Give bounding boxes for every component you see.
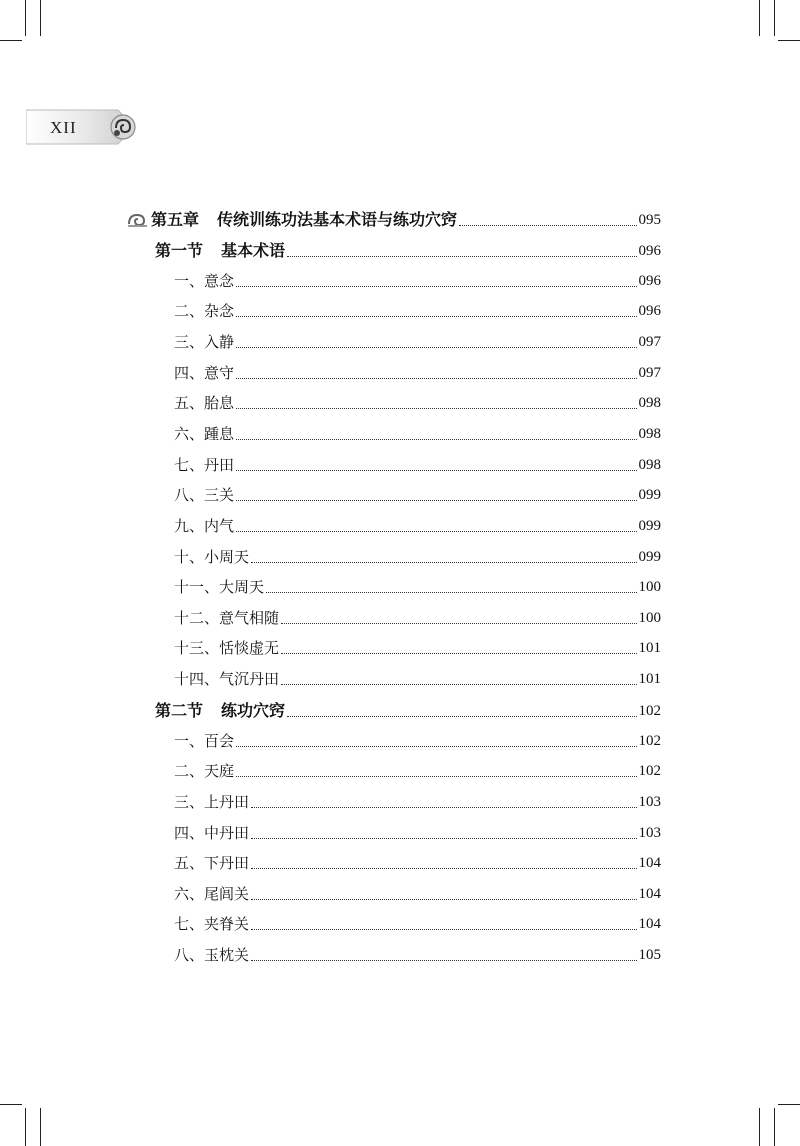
item-page: 099 xyxy=(638,518,661,534)
dot-leader xyxy=(236,407,636,409)
toc-item-row[interactable] xyxy=(174,422,661,446)
dot-leader xyxy=(236,499,636,501)
dot-leader xyxy=(236,315,636,317)
item-label: 一、百会 xyxy=(174,732,235,750)
item-page: 096 xyxy=(638,303,661,319)
item-page: 101 xyxy=(638,671,661,687)
dot-leader xyxy=(236,745,636,747)
toc-item-row[interactable] xyxy=(174,361,661,385)
item-page: 099 xyxy=(638,487,661,503)
item-page: 104 xyxy=(638,916,661,932)
item-label: 三、入静 xyxy=(174,333,235,351)
dot-leader xyxy=(251,898,636,900)
item-page: 100 xyxy=(638,610,661,626)
toc-item-row[interactable] xyxy=(174,391,661,415)
dot-leader xyxy=(236,346,636,348)
crop-mark xyxy=(778,40,800,41)
item-label: 二、天庭 xyxy=(174,762,235,780)
item-page: 096 xyxy=(638,273,661,289)
crop-mark xyxy=(778,1104,800,1105)
dot-leader xyxy=(251,561,636,563)
toc-item-row[interactable] xyxy=(174,882,661,906)
dot-leader xyxy=(236,438,636,440)
item-page: 103 xyxy=(638,825,661,841)
toc-item-row[interactable] xyxy=(174,545,661,569)
section-title: 练功穴窍 xyxy=(221,701,286,720)
dot-leader xyxy=(287,255,636,257)
dot-leader xyxy=(281,652,636,654)
crop-mark xyxy=(25,1108,26,1146)
crop-mark xyxy=(0,40,22,41)
item-page: 099 xyxy=(638,549,661,565)
chapter-number: 第五章 xyxy=(151,210,200,229)
item-label: 十二、意气相随 xyxy=(174,609,280,627)
item-label: 十、小周天 xyxy=(174,548,250,566)
chapter-title: 传统训练功法基本术语与练功穴窍 xyxy=(217,210,458,229)
page-header-tab xyxy=(26,108,138,146)
chapter-cloud-icon xyxy=(127,212,149,228)
toc-item-row[interactable] xyxy=(174,330,661,354)
item-page: 104 xyxy=(638,886,661,902)
crop-mark xyxy=(40,0,41,36)
page-number: XII xyxy=(50,118,77,137)
item-page: 098 xyxy=(638,457,661,473)
item-label: 三、上丹田 xyxy=(174,793,250,811)
toc-item-row[interactable] xyxy=(174,729,661,753)
item-label: 九、内气 xyxy=(174,517,235,535)
crop-mark xyxy=(774,0,775,36)
item-page: 101 xyxy=(638,640,661,656)
item-label: 五、下丹田 xyxy=(174,854,250,872)
item-label: 六、踵息 xyxy=(174,425,235,443)
toc-section-row[interactable] xyxy=(155,239,661,263)
toc-item-row[interactable] xyxy=(174,636,661,660)
item-label: 一、意念 xyxy=(174,272,235,290)
toc-item-row[interactable] xyxy=(174,943,661,967)
toc-item-row[interactable] xyxy=(174,790,661,814)
dot-leader xyxy=(251,928,636,930)
dot-leader xyxy=(236,377,636,379)
item-page: 097 xyxy=(638,334,661,350)
item-label: 五、胎息 xyxy=(174,394,235,412)
toc-item-row[interactable] xyxy=(174,851,661,875)
crop-mark xyxy=(0,1104,22,1105)
toc-section-row[interactable] xyxy=(155,699,661,723)
dot-leader xyxy=(281,622,636,624)
section-page: 102 xyxy=(638,703,661,719)
dot-leader xyxy=(266,591,636,593)
section-number: 第二节 xyxy=(155,701,204,720)
item-label: 十三、恬惔虚无 xyxy=(174,639,280,657)
dot-leader xyxy=(236,530,636,532)
toc-item-row[interactable] xyxy=(174,269,661,293)
item-page: 102 xyxy=(638,733,661,749)
crop-mark xyxy=(774,1108,775,1146)
toc-chapter-row[interactable] xyxy=(151,208,661,232)
toc-item-row[interactable] xyxy=(174,759,661,783)
item-label: 十一、大周天 xyxy=(174,578,265,596)
item-page: 103 xyxy=(638,794,661,810)
toc-item-row[interactable] xyxy=(174,483,661,507)
dot-leader xyxy=(251,806,636,808)
dot-leader xyxy=(236,775,636,777)
crop-mark xyxy=(759,0,760,36)
toc-item-row[interactable] xyxy=(174,453,661,477)
dot-leader xyxy=(287,715,636,717)
dot-leader xyxy=(251,867,636,869)
toc-item-row[interactable] xyxy=(174,821,661,845)
crop-mark xyxy=(759,1108,760,1146)
toc-item-row[interactable] xyxy=(174,912,661,936)
dot-leader xyxy=(459,224,636,226)
item-page: 098 xyxy=(638,395,661,411)
dot-leader xyxy=(251,959,636,961)
toc-item-row[interactable] xyxy=(174,667,661,691)
chapter-page: 095 xyxy=(638,212,661,228)
dot-leader xyxy=(251,837,636,839)
section-number: 第一节 xyxy=(155,241,204,260)
item-page: 098 xyxy=(638,426,661,442)
item-label: 四、意守 xyxy=(174,364,235,382)
dot-leader xyxy=(281,683,636,685)
toc-item-row[interactable] xyxy=(174,299,661,323)
section-page: 096 xyxy=(638,243,661,259)
item-label: 十四、气沉丹田 xyxy=(174,670,280,688)
dot-leader xyxy=(236,285,636,287)
item-label: 八、玉枕关 xyxy=(174,946,250,964)
swirl-cloud-icon xyxy=(108,112,138,142)
item-page: 100 xyxy=(638,579,661,595)
dot-leader xyxy=(236,469,636,471)
item-label: 八、三关 xyxy=(174,486,235,504)
crop-mark xyxy=(40,1108,41,1146)
item-label: 七、丹田 xyxy=(174,456,235,474)
item-page: 097 xyxy=(638,365,661,381)
toc-item-row[interactable] xyxy=(174,606,661,630)
item-label: 七、夹脊关 xyxy=(174,915,250,933)
item-page: 102 xyxy=(638,763,661,779)
item-page: 104 xyxy=(638,855,661,871)
item-label: 二、杂念 xyxy=(174,302,235,320)
item-label: 四、中丹田 xyxy=(174,824,250,842)
crop-mark xyxy=(25,0,26,36)
section-title: 基本术语 xyxy=(221,241,286,260)
toc-item-row[interactable] xyxy=(174,575,661,599)
item-label: 六、尾闾关 xyxy=(174,885,250,903)
toc-item-row[interactable] xyxy=(174,514,661,538)
item-page: 105 xyxy=(638,947,661,963)
